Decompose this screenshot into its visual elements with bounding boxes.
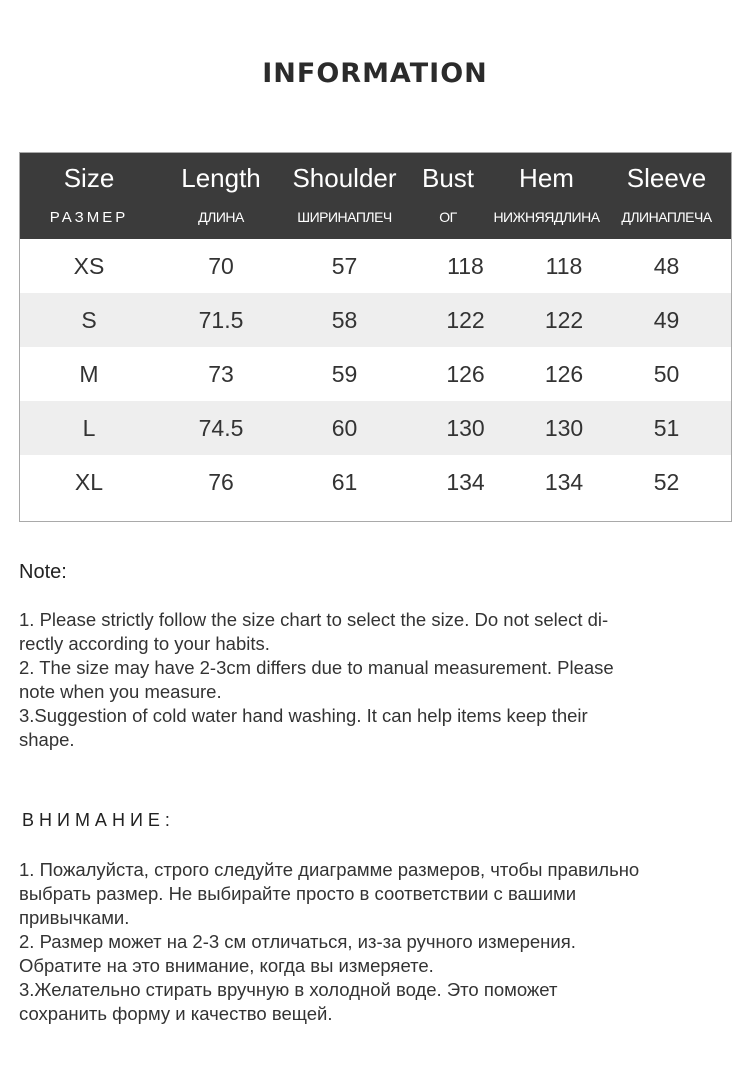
size-chart-table <box>19 152 732 522</box>
header-shoulder <box>284 153 405 239</box>
header-label-en: Length <box>181 163 261 193</box>
header-label-ru: ДЛИНА <box>198 209 244 225</box>
cell-shoulder: 61 <box>331 468 358 495</box>
note-ru-line: привычками. <box>19 907 130 928</box>
cell-hem: 130 <box>544 414 584 441</box>
table-row <box>20 239 731 293</box>
table-header <box>20 153 731 239</box>
cell-hem: 118 <box>545 252 583 279</box>
note-line: 2. The size may have 2-3cm differs due to manual measurement. Please <box>19 657 614 678</box>
cell-length: 74.5 <box>198 414 244 441</box>
cell-bust: 130 <box>446 414 485 441</box>
cell-hem: 122 <box>544 306 584 333</box>
note-ru-heading: ВНИМАНИЕ: <box>22 810 175 830</box>
page-title: INFORMATION <box>262 58 488 89</box>
header-label-en: Hem <box>519 163 574 193</box>
cell-hem: 126 <box>544 360 584 387</box>
header-label-ru: ШИРИНАПЛЕЧ <box>297 209 392 225</box>
note-ru-line: сохранить форму и качество вещей. <box>19 1003 333 1024</box>
note-text <box>19 608 719 752</box>
note-ru-line: 1. Пожалуйста, строго следуйте диаграмме размеров, чтобы правильно <box>19 859 640 880</box>
note-ru-line: 3.Желательно стирать вручную в холодной воде. Это поможет <box>19 979 558 1000</box>
note-line: rectly according to your habits. <box>19 633 270 654</box>
cell-sleeve: 52 <box>653 468 680 495</box>
header-size <box>20 153 158 239</box>
header-bust <box>405 153 491 239</box>
cell-size: XL <box>74 468 104 495</box>
cell-bust: 118 <box>447 252 484 279</box>
cell-sleeve: 51 <box>653 414 680 441</box>
cell-shoulder: 57 <box>331 252 358 279</box>
header-hem <box>491 153 602 239</box>
cell-length: 70 <box>208 252 234 279</box>
header-sleeve <box>602 153 731 239</box>
cell-shoulder: 59 <box>331 360 358 387</box>
table-row <box>20 401 731 455</box>
table-row <box>20 347 731 401</box>
note-heading: Note: <box>19 561 67 583</box>
cell-sleeve: 50 <box>653 360 680 387</box>
cell-sleeve: 48 <box>653 252 680 279</box>
header-label-ru: РАЗМЕР <box>49 209 129 226</box>
note-ru-line: Обратите на это внимание, когда вы измеряете. <box>19 955 434 976</box>
cell-length: 71.5 <box>198 306 244 333</box>
header-label-ru: ОГ <box>439 209 457 225</box>
cell-sleeve: 49 <box>653 306 680 333</box>
note-ru-text <box>19 858 719 1026</box>
note-line: 1. Please strictly follow the size chart to select the size. Do not select di- <box>19 609 609 630</box>
header-label-en: Sleeve <box>626 163 707 193</box>
note-ru-line: выбрать размер. Не выбирайте просто в соответствии с вашими <box>19 883 577 904</box>
note-ru-line: 2. Размер может на 2-3 см отличаться, из-за ручного измерения. <box>19 931 576 952</box>
cell-size: L <box>82 414 96 441</box>
header-label-en: Size <box>63 163 115 193</box>
header-label-ru: НИЖНЯЯДЛИНА <box>493 209 600 225</box>
cell-bust: 126 <box>446 360 485 387</box>
cell-size: M <box>79 360 99 387</box>
cell-size: XS <box>73 252 105 279</box>
note-line: note when you measure. <box>19 681 222 702</box>
table-row <box>20 293 731 347</box>
note-line: shape. <box>19 729 75 750</box>
cell-shoulder: 58 <box>331 306 358 333</box>
cell-size: S <box>81 306 97 333</box>
header-label-en: Shoulder <box>292 163 397 193</box>
note-line: 3.Suggestion of cold water hand washing. It can help items keep their <box>19 705 588 726</box>
table-row <box>20 455 731 509</box>
cell-hem: 134 <box>544 468 584 495</box>
cell-bust: 122 <box>446 306 485 333</box>
cell-length: 73 <box>208 360 234 387</box>
header-label-ru: ДЛИНАПЛЕЧА <box>621 209 712 225</box>
header-length <box>158 153 284 239</box>
cell-shoulder: 60 <box>331 414 358 441</box>
cell-length: 76 <box>208 468 234 495</box>
header-label-en: Bust <box>421 163 475 193</box>
cell-bust: 134 <box>446 468 485 495</box>
